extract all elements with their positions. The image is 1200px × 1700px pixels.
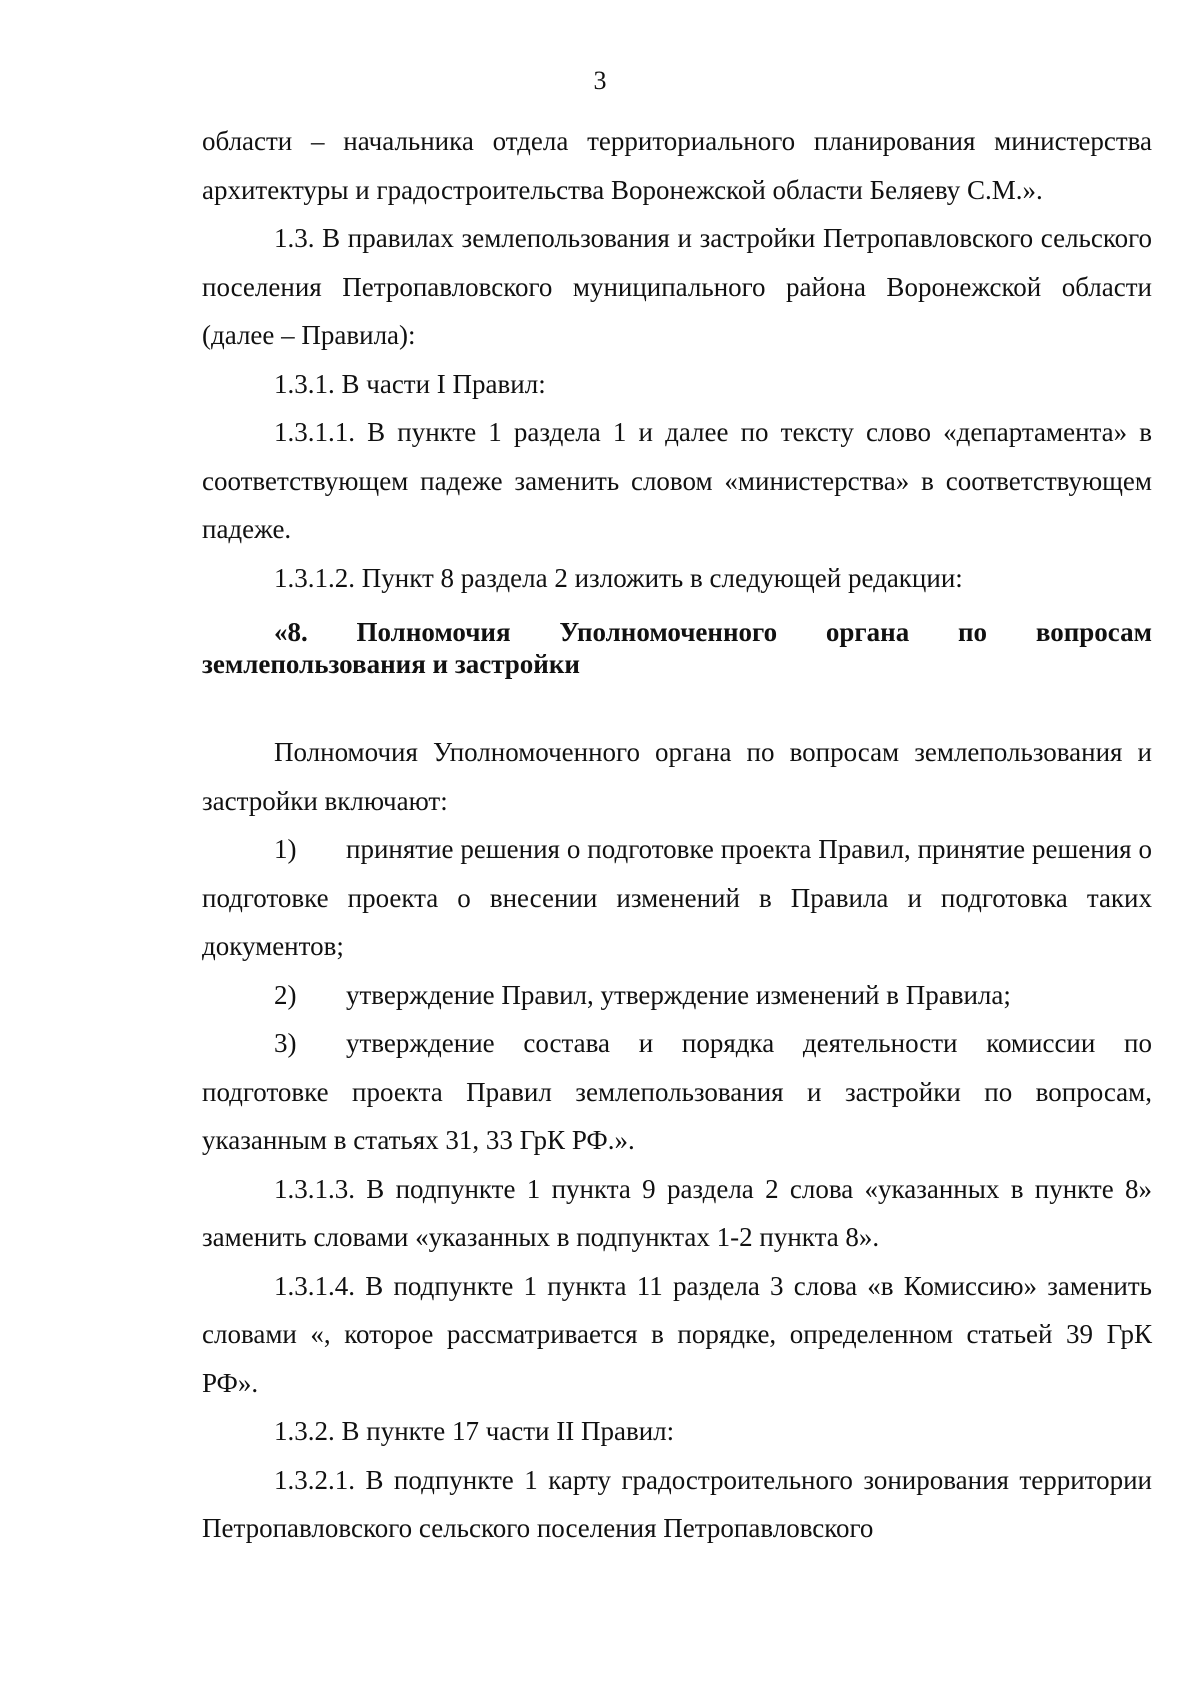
list-item-text: утверждение состава и порядка деятельности комиссии по подготовке проекта Правил землепользования и застройки по вопросам, указанным в статьях 31, 33 ГрК РФ.». xyxy=(202,1028,1152,1155)
list-item xyxy=(202,1019,1152,1165)
section-heading: «8. Полномочия Уполномоченного органа по вопросам землепользования и застройки xyxy=(202,617,1152,679)
list-item xyxy=(202,825,1152,971)
paragraph-1-3-1-1: 1.3.1.1. В пункте 1 раздела 1 и далее по тексту слово «департамента» в соответствующем падеже заменить словом «министерства» в соответствующем падеже. xyxy=(202,417,1152,544)
paragraph-1-3-1: 1.3.1. В части I Правил: xyxy=(274,368,546,399)
list-item xyxy=(202,971,1152,1020)
paragraph-1-3-1-3: 1.3.1.3. В подпункте 1 пункта 9 раздела 2 слова «указанных в пункте 8» заменить словами «указанных в подпунктах 1-2 пункта 8». xyxy=(202,1173,1152,1252)
page-number: 3 xyxy=(593,66,607,95)
list-marker: 2) xyxy=(274,979,297,1010)
paragraph-1-3: 1.3. В правилах землепользования и застройки Петропавловского сельского поселения Петропавловского муниципального района Воронежской области (далее – Правила): xyxy=(202,223,1152,350)
list-item-text: утверждение Правил, утверждение изменений в Правила; xyxy=(346,979,1011,1010)
list-marker: 1) xyxy=(274,834,297,864)
paragraph-1-3-1-4: 1.3.1.4. В подпункте 1 пункта 11 раздела 3 слова «в Комиссию» заменить словами «, которое рассматривается в порядке, определенном статьей 39 ГрК РФ». xyxy=(202,1270,1152,1398)
paragraph-powers-intro: Полномочия Уполномоченного органа по вопросам землепользования и застройки включают: xyxy=(202,737,1152,816)
document-body xyxy=(202,117,1152,1553)
paragraph-1-3-1-2: 1.3.1.2. Пункт 8 раздела 2 изложить в следующей редакции: xyxy=(274,562,963,593)
paragraph-continuation: области – начальника отдела территориального планирования министерства архитектуры и градостроительства Воронежской области Беляеву С.М.». xyxy=(202,126,1152,205)
list-marker: 3) xyxy=(274,1028,297,1058)
list-item-text: принятие решения о подготовке проекта Правил, принятие решения о подготовке проекта о внесении изменений в Правила и подготовка таких документов; xyxy=(202,834,1152,961)
paragraph-1-3-2-1: 1.3.2.1. В подпункте 1 карту градостроительного зонирования территории Петропавловского сельского поселения Петропавловского xyxy=(202,1464,1152,1543)
paragraph-1-3-2: 1.3.2. В пункте 17 части II Правил: xyxy=(274,1416,675,1446)
